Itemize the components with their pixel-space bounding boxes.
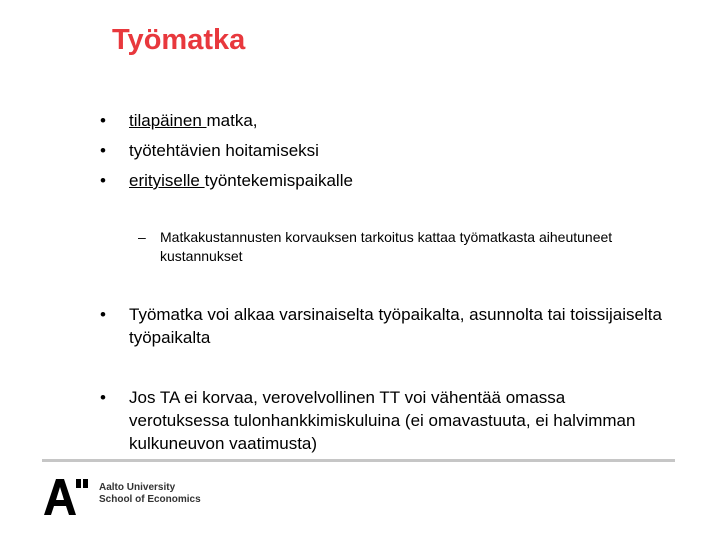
footer-divider: [42, 459, 675, 462]
underlined-text: tilapäinen: [129, 111, 207, 130]
university-label: Aalto University: [99, 482, 176, 493]
bullet-text: [129, 139, 319, 163]
underlined-text: erityiselle: [129, 171, 205, 190]
sub-bullet-dash: –: [138, 229, 146, 245]
slide-title: Työmatka: [112, 24, 246, 56]
sub-bullet-text: Matkakustannusten korvauksen tarkoitus kattaa työmatkasta aiheutuneet kustannukset: [160, 229, 613, 264]
school-label: School of Economics: [99, 494, 201, 505]
bullet-dot: •: [100, 171, 106, 190]
bullet-dot: •: [100, 141, 106, 160]
bullet-dot: •: [100, 388, 106, 407]
bullet-dot: •: [100, 111, 106, 130]
bullet-dot: •: [100, 305, 106, 324]
bullet-text: [129, 169, 353, 193]
paragraph-text: Jos TA ei korvaa, verovelvollinen TT voi vähentää omassa verotuksessa tulonhankkimiskuluina (ei omavastuuta, ei halvimman kulkuneuvon vaatimusta): [129, 388, 636, 453]
plain-text: työntekemispaikalle: [204, 171, 353, 190]
plain-text: matka,: [206, 111, 258, 130]
plain-text: työtehtävien hoitamiseksi: [129, 141, 319, 160]
university-name: [99, 482, 201, 506]
aalto-a-logo-icon: [44, 478, 90, 521]
bullet-text: [129, 109, 258, 133]
paragraph-text: Työmatka voi alkaa varsinaiselta työpaikalta, asunnolta tai toissijaiselta työpaikalta: [129, 305, 662, 347]
